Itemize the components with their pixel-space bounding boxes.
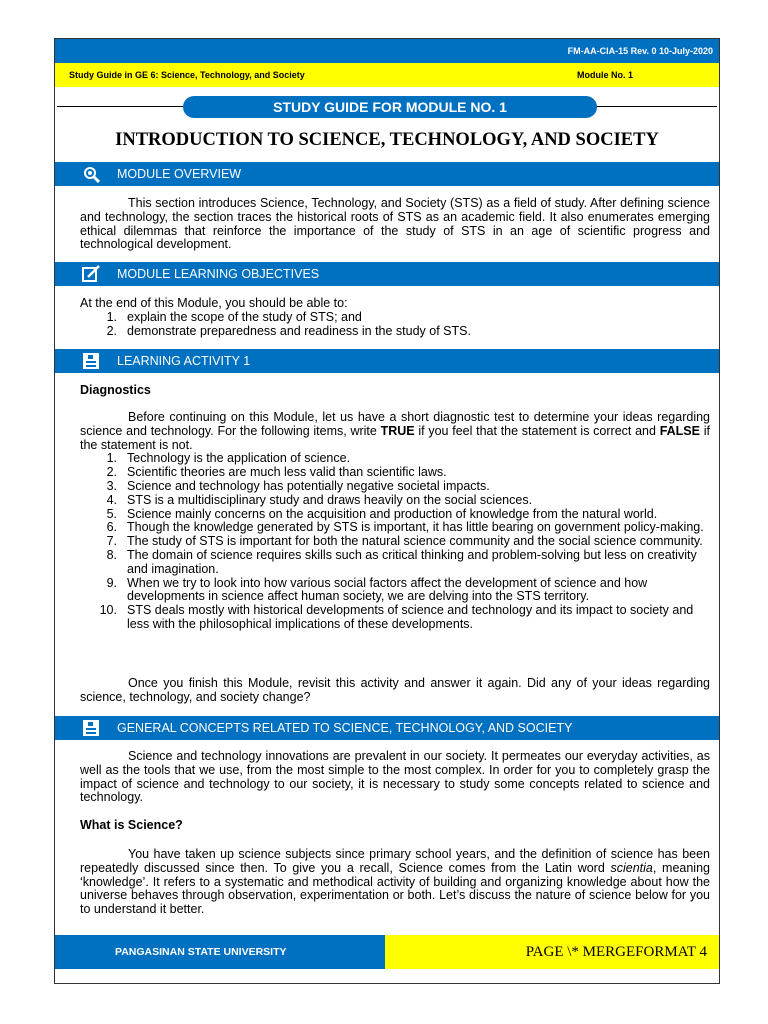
list-item — [80, 311, 710, 325]
list-item — [80, 325, 710, 339]
item-number: 6. — [106, 520, 117, 535]
section-module-overview — [55, 162, 719, 186]
objectives-list — [80, 311, 710, 339]
item-text: Technology is the application of science. — [127, 451, 351, 466]
overview-paragraph: This section introduces Science, Technology, and Society (STS) as a field of study. After defining science and technology, the section traces the historical roots of STS as an academic field. It also enumerates emerging ethical dilemmas that reinforce the importance of the study of STS in an age of scientific progress and technological development. — [80, 196, 710, 252]
study-guide-banner: STUDY GUIDE FOR MODULE NO. 1 — [183, 96, 597, 118]
form-code-bar — [55, 39, 719, 63]
list-item — [80, 452, 710, 466]
footer-university — [55, 935, 385, 969]
university-name: PANGASINAN STATE UNIVERSITY — [115, 946, 287, 958]
list-item — [80, 466, 710, 480]
magnifier-icon — [82, 165, 100, 183]
item-number: 4. — [106, 492, 117, 507]
document-icon — [82, 352, 100, 370]
footer-page — [385, 935, 719, 969]
module-number: Module No. 1 — [577, 70, 633, 80]
item-number: 3. — [106, 478, 117, 493]
concepts-paragraph: Science and technology innovations are prevalent in our society. It permeates our everyday activities, as well as the tools that we use, from the most simple to the most complex. In order for you to completely grasp the impact of science and technology to our society, it is necessary to study some concepts related to science and technology. — [80, 749, 710, 805]
true-word: TRUE — [380, 423, 415, 438]
section-heading: MODULE LEARNING OBJECTIVES — [117, 267, 320, 281]
latin-word: scientia — [610, 860, 653, 875]
list-item — [80, 577, 710, 605]
course-title: Study Guide in GE 6: Science, Technology, and Society — [69, 70, 305, 80]
activity-closing: Once you finish this Module, revisit this activity and answer it again. Did any of your ideas regarding science, technology, and society change? — [80, 676, 710, 704]
course-bar — [55, 63, 719, 87]
document-icon — [82, 719, 100, 737]
activity-body — [80, 411, 710, 632]
section-heading: LEARNING ACTIVITY 1 — [117, 354, 251, 368]
section-heading: MODULE OVERVIEW — [117, 167, 242, 181]
item-number: 1. — [106, 451, 117, 466]
item-text: The domain of science requires skills such as critical thinking and problem-solving but less on creativity and imagination. — [127, 547, 697, 576]
item-text: demonstrate preparedness and readiness in the study of STS. — [127, 323, 471, 338]
page-field: PAGE \* MERGEFORMAT 4 — [525, 944, 707, 960]
item-text: Science and technology has potentially negative societal impacts. — [127, 478, 490, 493]
item-text: Scientific theories are much less valid than scientific laws. — [127, 465, 447, 480]
item-text: STS deals mostly with historical developments of science and technology and its impact to society and less with the philosophical implications of these developments. — [127, 603, 694, 631]
list-item — [80, 549, 710, 577]
item-number: 2. — [106, 465, 117, 480]
item-text: Though the knowledge generated by STS is important, it has little bearing on government policy-making. — [127, 520, 704, 535]
item-number: 7. — [106, 534, 117, 549]
item-text: Science mainly concerns on the acquisition and production of knowledge from the natural world. — [127, 506, 658, 521]
section-learning-objectives — [55, 262, 719, 286]
list-item — [80, 535, 710, 549]
diagnostic-list — [80, 452, 710, 631]
item-text: STS is a multidisciplinary study and draws heavily on the social sciences. — [127, 492, 533, 507]
science-paragraph: You have taken up science subjects since primary school years, and the definition of science has been repeatedly discussed since then. To give you a recall, Science comes from the Latin word scientia, meaning ‘knowledge’. It refers to a systematic and methodical activity of building and organizing knowledge about how the universe behaves through observation, experimentation or both. Let’s discuss the nature of science below for you to understand it better. — [80, 847, 710, 917]
form-code: FM-AA-CIA-15 Rev. 0 10-July-2020 — [567, 46, 713, 56]
item-number: 9. — [106, 575, 117, 590]
item-number: 8. — [106, 547, 117, 562]
false-word: FALSE — [659, 423, 700, 438]
item-text: The study of STS is important for both the natural science community and the social science community. — [127, 534, 703, 549]
item-number: 5. — [106, 506, 117, 521]
list-item — [80, 521, 710, 535]
list-item — [80, 494, 710, 508]
item-text: When we try to look into how various social factors affect the development of science and how developments in science affect human society, we are delving into the STS territory. — [127, 575, 648, 604]
item-text: explain the scope of the study of STS; and — [127, 309, 362, 324]
activity-intro: Before continuing on this Module, let us have a short diagnostic test to determine your ideas regarding science and technology. For the following items, write TRUE if you feel that the statement is correct and FALSE if the statement is not. — [80, 410, 710, 452]
item-number: 2. — [106, 323, 117, 338]
concepts-subheading: What is Science? — [80, 818, 183, 832]
page-title: INTRODUCTION TO SCIENCE, TECHNOLOGY, AND SOCIETY — [115, 130, 659, 150]
list-item — [80, 604, 710, 632]
section-learning-activity — [55, 349, 719, 373]
edit-icon — [82, 265, 100, 283]
list-item — [80, 508, 710, 522]
activity-subheading: Diagnostics — [80, 383, 151, 397]
item-number: 10. — [99, 603, 117, 618]
list-item — [80, 480, 710, 494]
item-number: 1. — [106, 309, 117, 324]
section-heading: GENERAL CONCEPTS RELATED TO SCIENCE, TECHNOLOGY, AND SOCIETY — [117, 721, 573, 735]
objectives-block — [80, 297, 710, 338]
objectives-intro: At the end of this Module, you should be able to: — [80, 296, 348, 310]
section-general-concepts — [55, 716, 719, 740]
